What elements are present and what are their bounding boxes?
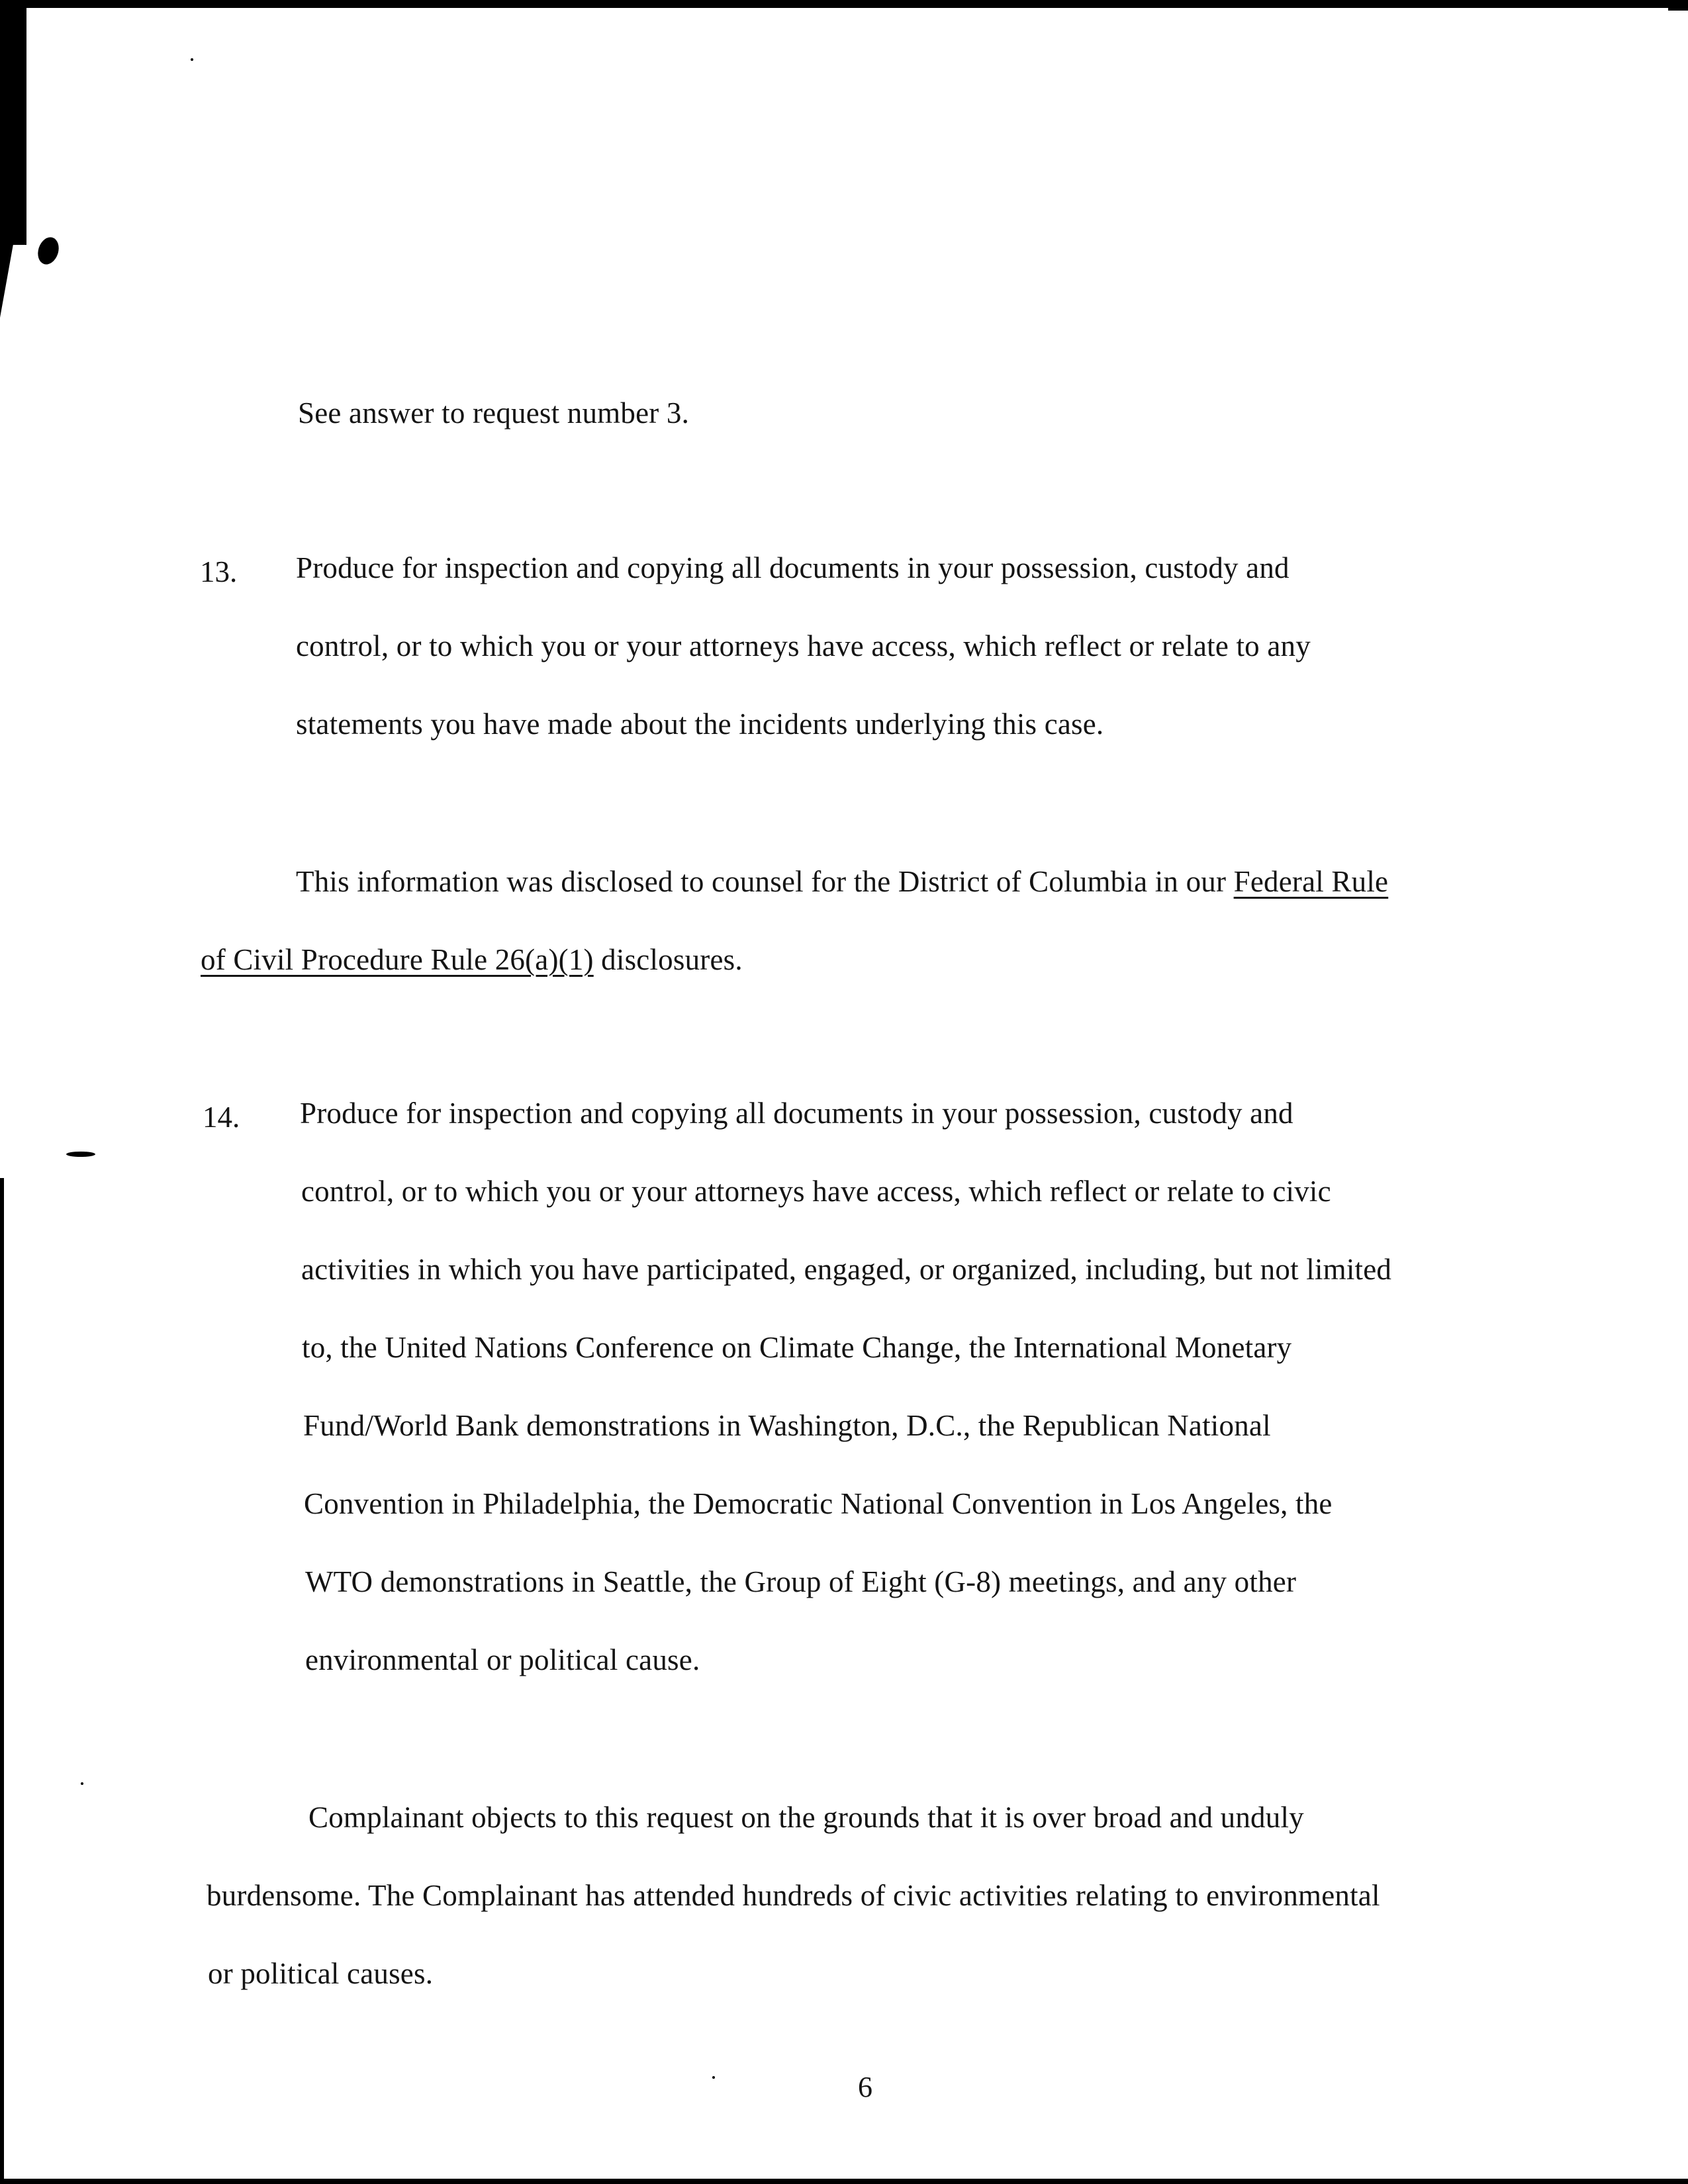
request-14-line: Fund/World Bank demonstrations in Washington, D.C., the Republican National [303, 1409, 1271, 1442]
request-13-line: Produce for inspection and copying all documents in your possession, custody and [296, 551, 1289, 584]
request-14-line: WTO demonstrations in Seattle, the Group of Eight (G-8) meetings, and any other [305, 1565, 1297, 1598]
request-14-line: to, the United Nations Conference on Climate Change, the International Monetary [302, 1331, 1292, 1364]
request-13-number: 13. [200, 555, 238, 588]
scan-speck [191, 58, 193, 61]
margin-dash-mark [66, 1152, 95, 1157]
request-14-line: control, or to which you or your attorneys have access, which reflect or relate to civic [301, 1175, 1331, 1208]
request-13-line: control, or to which you or your attorneys have access, which reflect or relate to any [296, 629, 1311, 662]
request-14-number: 14. [203, 1101, 240, 1134]
rule-26-citation: of Civil Procedure Rule 26(a)(1) [201, 943, 594, 976]
answer-12-text: See answer to request number 3. [298, 396, 690, 430]
scan-border-top [0, 0, 1688, 8]
request-13-line: statements you have made about the incidents underlying this case. [296, 707, 1104, 741]
punch-hole-mark [34, 234, 62, 267]
scan-corner-right [1668, 0, 1688, 11]
request-14-line: Convention in Philadelphia, the Democratic National Convention in Los Angeles, the [304, 1487, 1333, 1520]
federal-rule-citation: Federal Rule [1233, 865, 1389, 898]
scan-speck [712, 2076, 715, 2079]
answer-13-line1 [296, 864, 1388, 899]
scan-speck [81, 1782, 83, 1785]
answer-14-line: burdensome. The Complainant has attended hundreds of civic activities relating to environmental [207, 1879, 1380, 1912]
answer-14-line: Complainant objects to this request on the grounds that it is over broad and unduly [308, 1801, 1304, 1834]
scan-edge-left [0, 1178, 4, 2184]
page-number: 6 [858, 2071, 872, 2103]
answer-13-text: This information was disclosed to counsel for the District of Columbia in our [296, 865, 1234, 898]
scan-shadow-wedge [0, 185, 24, 318]
answer-13-line2 [201, 942, 743, 977]
request-14-line: environmental or political cause. [305, 1643, 700, 1676]
scan-border-bottom [0, 2179, 1688, 2184]
answer-13-text: disclosures. [593, 943, 743, 976]
request-14-line: activities in which you have participated, engaged, or organized, including, but not limited [301, 1253, 1392, 1286]
answer-14-line: or political causes. [208, 1957, 434, 1990]
request-14-line: Produce for inspection and copying all documents in your possession, custody and [300, 1097, 1293, 1130]
